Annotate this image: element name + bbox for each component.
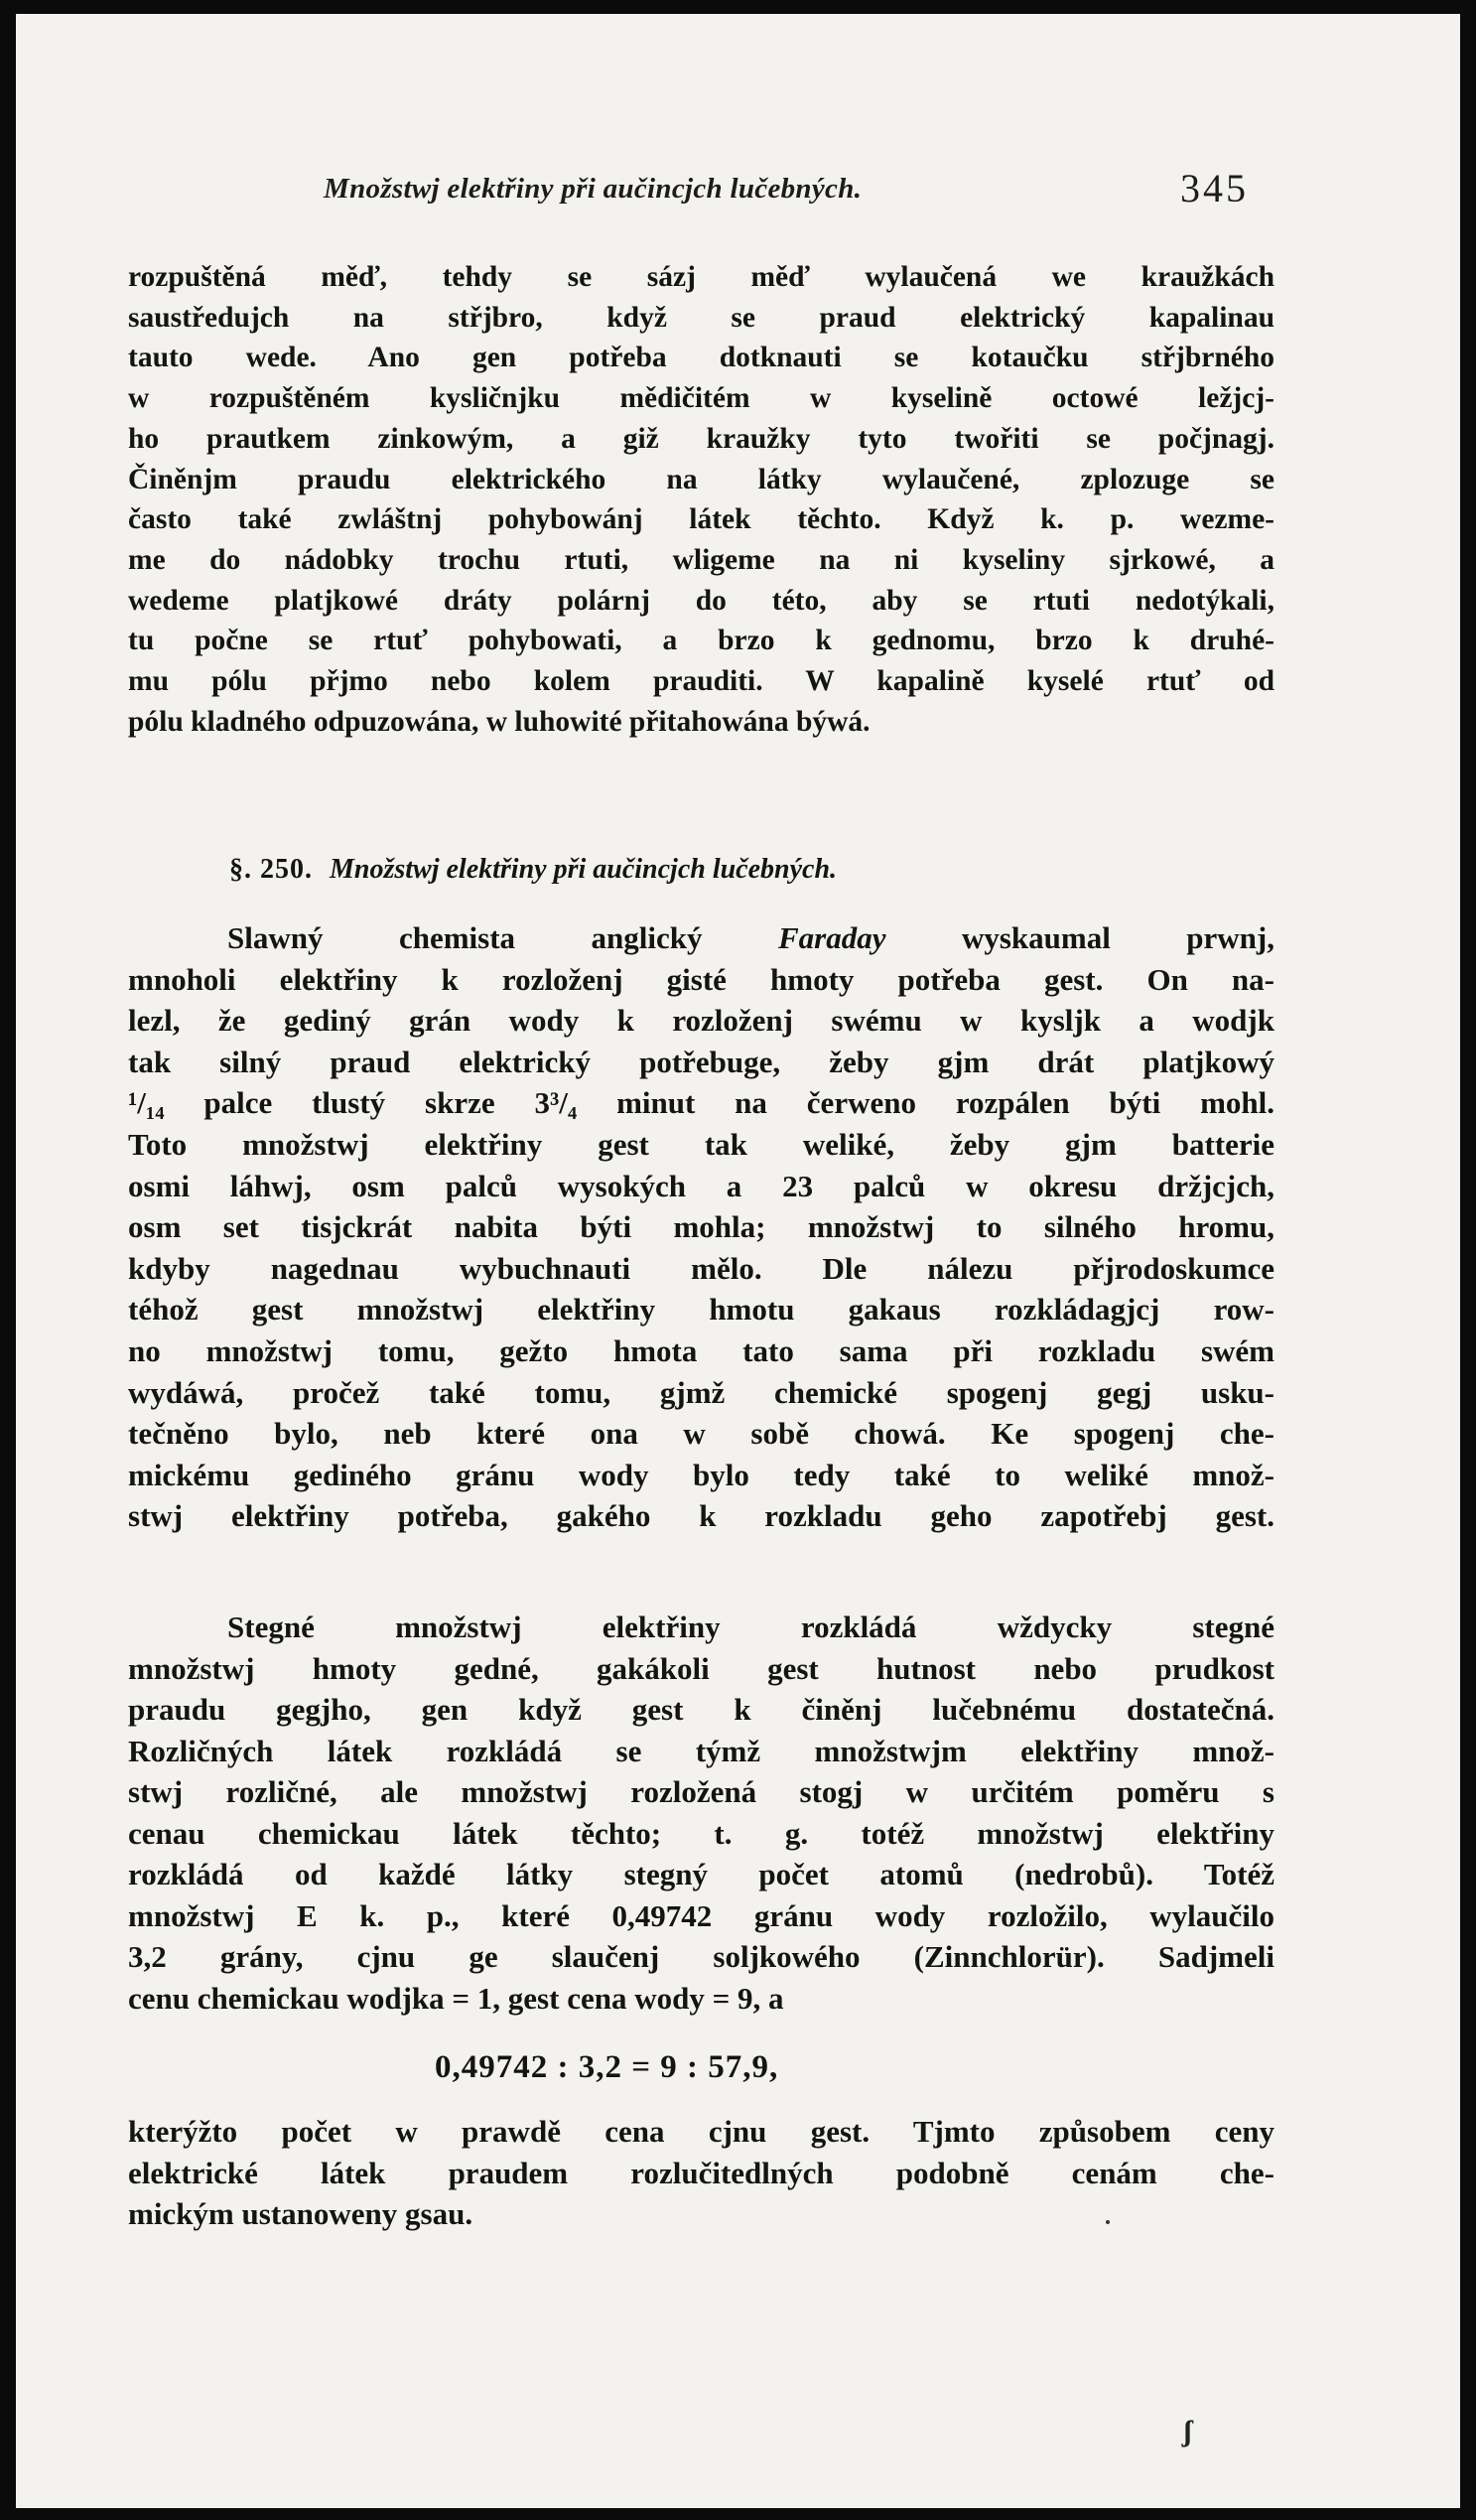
text-line: tauto wede. Ano gen potřeba dotknauti se kotaučku střjbrného bbox=[128, 342, 1275, 374]
text-line: mu pólu přjmo nebo kolem prauditi. W kapalině kyselé rtuť od bbox=[128, 665, 1275, 698]
text-line: téhož gest množstwj elektřiny hmotu gakaus rozkládagjcj row- bbox=[128, 1292, 1275, 1328]
text-line: praudu gegjho, gen když gest k činěnj lučebnému dostatečná. bbox=[128, 1692, 1275, 1727]
text-line: saustředujch na střjbro, když se praud elektrický kapalinau bbox=[128, 301, 1275, 334]
text-line: rozkládá od každé látky stegný počet atomů (nedrobů). Totéž bbox=[128, 1857, 1275, 1891]
text-line: wedeme platjkowé dráty polárnj do této, aby se rtuti nedotýkali, bbox=[128, 584, 1275, 617]
text-line: Rozličných látek rozkládá se týmž množstwjm elektřiny množ- bbox=[128, 1733, 1275, 1768]
text-line: lezl, že gediný grán wody k rozloženj swému w kysljk a wodjk bbox=[128, 1003, 1275, 1039]
text-line: w rozpuštěném kysličnjku mědičitém w kyselině octowé ležjcj- bbox=[128, 382, 1275, 415]
text-line: 3,2 grány, cjnu ge slaučenj soljkowého (Zinnchlorür). Sadjmeli bbox=[128, 1939, 1275, 1974]
text-line: Toto množstwj elektřiny gest tak weliké, žeby gjm batterie bbox=[128, 1126, 1275, 1162]
text-line: množstwj E k. p., které 0,49742 gránu wody rozložilo, wylaučilo bbox=[128, 1897, 1275, 1933]
section-title: Množstwj elektřiny při aučincjch lučebných. bbox=[330, 854, 838, 885]
paragraph-3 bbox=[128, 1607, 1275, 2019]
proportion-formula: 0,49742 : 3,2 = 9 : 57,9, bbox=[435, 2049, 779, 2085]
text-line: osmi láhwj, osm palců wysokých a 23 palců w okresu držjcjch, bbox=[128, 1168, 1275, 1203]
running-title: Množstwj elektřiny při aučincjch lučebných. bbox=[324, 173, 863, 205]
text-line: stwj elektřiny potřeba, gakého k rozkladu geho zapotřebj gest. bbox=[128, 1498, 1275, 1534]
section-number: §. 250. bbox=[229, 854, 313, 885]
paragraph-2 bbox=[128, 917, 1275, 1537]
page-header bbox=[16, 166, 1460, 220]
text-line: me do nádobky trochu rtuti, wligeme na ni kyseliny sjrkowé, a bbox=[128, 543, 1275, 576]
text-line: no množstwj tomu, gežto hmota tato sama při rozkladu swém bbox=[128, 1332, 1275, 1368]
page-number: 345 bbox=[1180, 166, 1249, 210]
text-line: množstwj hmoty gedné, gakákoli gest hutnost nebo prudkost bbox=[128, 1650, 1275, 1686]
text-line: osm set tisjckrát nabita býti mohla; množstwj to silného hromu, bbox=[128, 1209, 1275, 1245]
section-heading bbox=[229, 854, 837, 886]
paragraph-4 bbox=[128, 2111, 1275, 2235]
text-line: cenu chemickau wodjka = 1, gest cena wody = 9, a bbox=[128, 1980, 784, 2016]
text-line: elektrické látek praudem rozlučitedlných podobně cenám che- bbox=[128, 2155, 1275, 2190]
faraday-name: Faraday bbox=[777, 920, 886, 955]
text-line: Činěnjm praudu elektrického na látky wylaučené, zplozuge se bbox=[128, 463, 1275, 495]
text-line: stwj rozličné, ale množstwj rozložená stogj w určitém poměru s bbox=[128, 1774, 1275, 1809]
text-line: tu počne se rtuť pohybowati, a brzo k gednomu, brzo k druhé- bbox=[128, 625, 1275, 657]
text-line: mnoholi elektřiny k rozloženj gisté hmoty potřeba gest. On na- bbox=[128, 961, 1275, 997]
text-line: tak silný praud elektrický potřebuge, žeby gjm drát platjkowý bbox=[128, 1044, 1275, 1079]
text-line: kterýžto počet w prawdě cena cjnu gest. Tjmto způsobem ceny bbox=[128, 2114, 1275, 2149]
stray-dot bbox=[1106, 2220, 1110, 2224]
marginal-mark: ʃ bbox=[1183, 2415, 1193, 2448]
text-line: wydáwá, pročež také tomu, gjmž chemické spogenj gegj usku- bbox=[128, 1374, 1275, 1410]
text-line: kdyby nagednau wybuchnauti mělo. Dle nálezu přjrodoskumce bbox=[128, 1250, 1275, 1286]
text-line: ¹/₁₄ palce tlustý skrze 3³/₄ minut na čerweno rozpálen býti mohl. bbox=[128, 1085, 1275, 1121]
text-line: Stegné množstwj elektřiny rozkládá wždycky stegné bbox=[227, 1610, 1275, 1644]
text-line: často také zwláštnj pohybowánj látek těchto. Když k. p. wezme- bbox=[128, 503, 1275, 536]
text-line: mickému gediného gránu wody bylo tedy také to weliké množ- bbox=[128, 1457, 1275, 1492]
paragraph-1 bbox=[128, 257, 1275, 742]
text-line: Slawný chemista anglický Faraday wyskaumal prwnj, bbox=[227, 920, 1275, 955]
text-line: cenau chemickau látek těchto; t. g. totéž množstwj elektřiny bbox=[128, 1815, 1275, 1851]
text-line: mickým ustanoweny gsau. bbox=[128, 2196, 473, 2231]
text-line: pólu kladného odpuzowána, w luhowité přitahowána býwá. bbox=[128, 705, 871, 738]
text-line: rozpuštěná měď, tehdy se sázj měď wylaučená we kraužkách bbox=[128, 261, 1275, 293]
text-line: ho prautkem zinkowým, a giž kraužky tyto twořiti se počjnagj. bbox=[128, 422, 1275, 455]
text-line: tečněno bylo, neb které ona w sobě chowá. Ke spogenj che- bbox=[128, 1416, 1275, 1452]
book-page bbox=[16, 14, 1460, 2508]
